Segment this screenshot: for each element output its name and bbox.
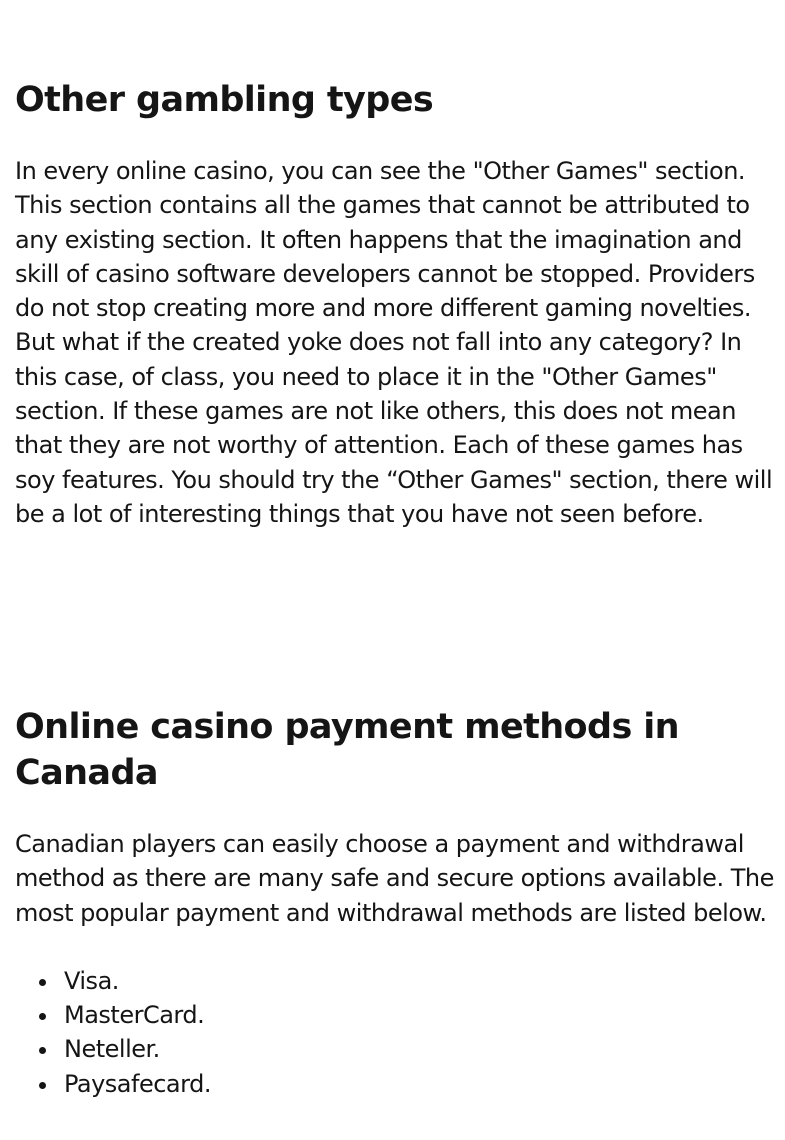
bullet-icon xyxy=(39,979,46,986)
section-other-gambling-types xyxy=(15,77,775,531)
list-item-label: Visa. xyxy=(64,966,119,995)
list-item xyxy=(64,964,775,998)
list-item-label: Paysafecard. xyxy=(64,1069,211,1098)
section-heading: Online casino payment methods in Canada xyxy=(15,707,679,793)
list-item xyxy=(64,1032,775,1066)
bullet-icon xyxy=(39,1013,46,1020)
bullet-icon xyxy=(39,1082,46,1089)
bullet-icon xyxy=(39,1047,46,1054)
section-paragraph: In every online casino, you can see the "Other Games" section. This section contains all the games that cannot be attributed to any existing section. It often happens that the imagination and skill of casino software developers cannot be stopped. Providers do not stop creating more and more different gaming novelties. But what if the created yoke does not fall into any category? In this case, of class, you need to place it in the "Other Games" section. If these games are not like others, this does not mean that they are not worthy of attention. Each of these games has soy features. You should try the “Other Games" section, there will be a lot of interesting things that you have not seen before. xyxy=(15,157,773,528)
section-paragraph: Canadian players can easily choose a payment and withdrawal method as there are many safe and secure options available. The most popular payment and withdrawal methods are listed below. xyxy=(15,830,774,927)
section-heading: Other gambling types xyxy=(15,80,434,120)
payment-methods-list xyxy=(15,964,775,1101)
list-item xyxy=(64,1067,775,1101)
list-item xyxy=(64,998,775,1032)
list-item-label: MasterCard. xyxy=(64,1001,205,1030)
section-payment-methods xyxy=(15,704,775,1101)
list-item-label: Neteller. xyxy=(64,1035,160,1064)
